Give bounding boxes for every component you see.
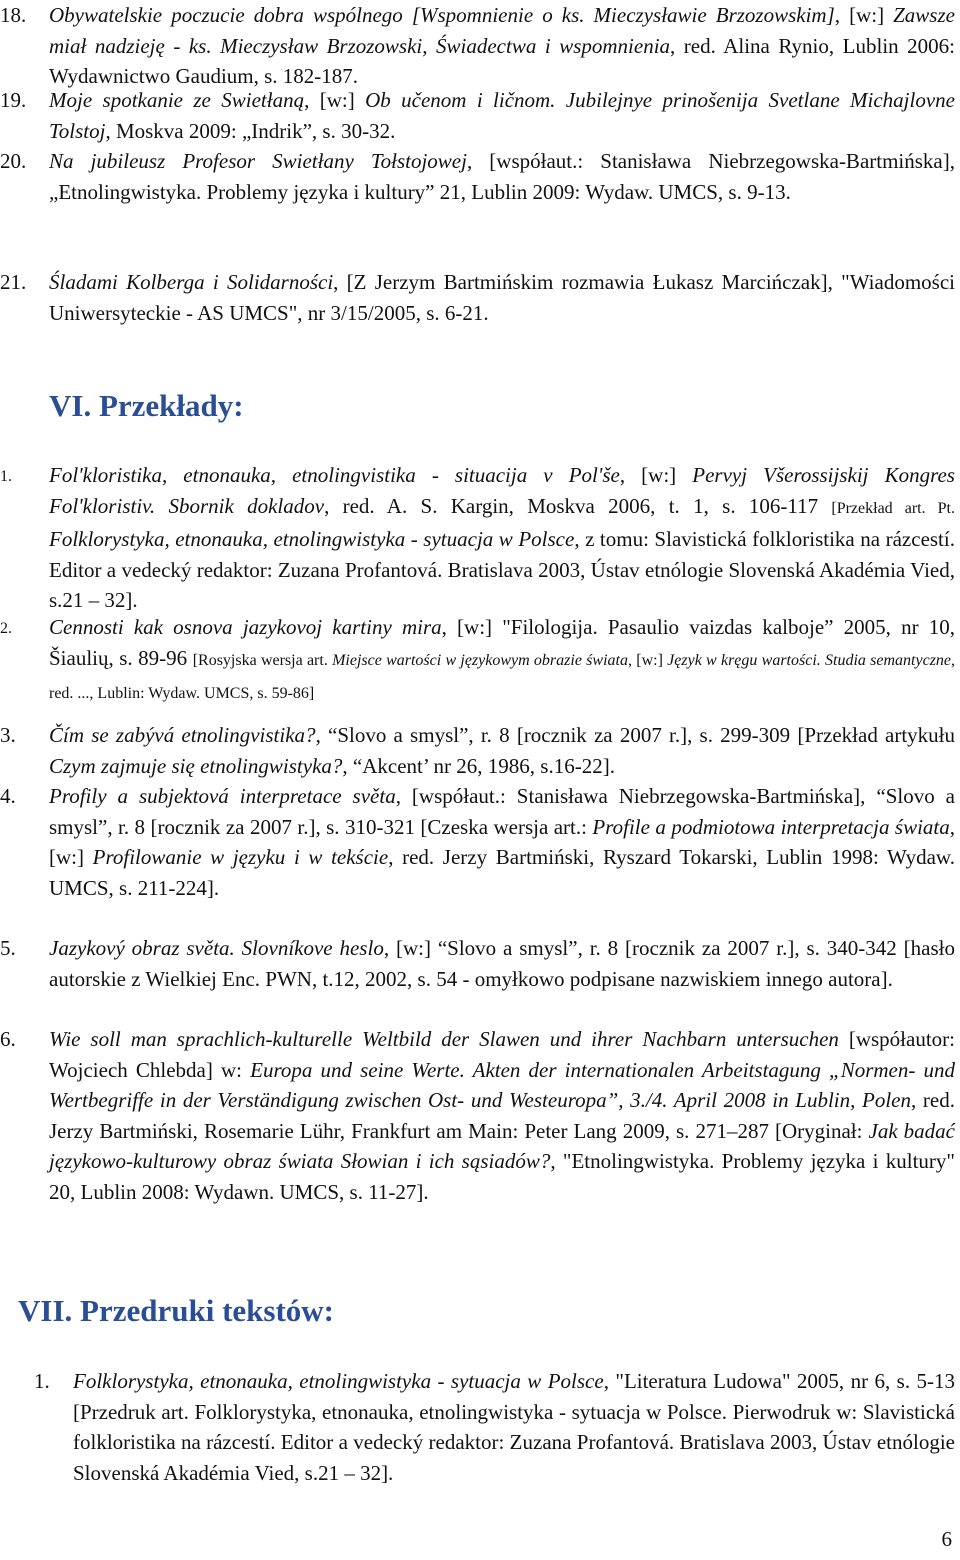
item-text: Obywatelskie poczucie dobra wspólnego [Wspomnienie o ks. Mieczysławie Brzozowskim], [w:] Zawsze miał nadzieję - ks. Mieczysław Brzozowski, Świadectwa i wspomnienia, red. Alina Rynio, Lublin 2006: Wydawnictwo Gaudium, s. 182-187. [49,3,955,88]
list-item [0,720,955,781]
item-number: 1. [34,1369,50,1393]
item-text: Folklorystyka, etnonauka, etnolingwistyka - sytuacja w Polsce, "Literatura Ludowa" 2005, nr 6, s. 5-13 [Przedruk art. Folklorystyka, etnonauka, etnolingwistyka - sytuacja w Polsce. Pierwodruk w: Slavistická folkloristika na rázcestí. Editor a vedecký redaktor: Zuzana Profantová. Bratislava 2003, Ústav etnólogie Slovenská Akadémia Vied, s.21 – 32]. [73,1369,955,1485]
list-item [0,85,955,146]
list-item [0,146,955,207]
list-item [0,0,955,92]
page-number: 6 [941,1527,952,1551]
list-item [0,267,955,328]
section-heading-translations: VI. Przekłady: [49,388,244,423]
item-text: Śladami Kolberga i Solidarności, [Z Jerzym Bartmińskim rozmawia Łukasz Marcińczak], "Wiadomości Uniwersyteckie - AS UMCS", nr 3/15/2005, s. 6-21. [49,270,955,325]
item-text: Wie soll man sprachlich-kulturelle Weltbild der Slawen und ihrer Nachbarn untersuchen [współautor: Wojciech Chlebda] w: Europa und seine Werte. Akten der internationalen Arbeitstagung „Normen- und Wertbegriffe in der Verständigung zwischen Ost- und Westeuropa”, 3./4. April 2008 in Lublin, Polen, red. Jerzy Bartmiński, Rosemarie Lühr, Frankfurt am Main: Peter Lang 2009, s. 271–287 [Oryginał: Jak badać językowo-kulturowy obraz świata Słowian i ich sąsiadów?, "Etnolingwistyka. Problemy języka i kultury" 20, Lublin 2008: Wydawn. UMCS, s. 11-27]. [49,1027,956,1204]
item-text: Jazykový obraz světa. Slovníkove heslo, [w:] “Slovo a smysl”, r. 8 [rocznik za 2007 r.], s. 340-342 [hasło autorskie z Wielkiej Enc. PWN, t.12, 2002, s. 54 - omyłkowo podpisane nazwiskiem innego autora]. [49,936,955,991]
list-item [0,1366,955,1488]
item-text: Cennosti kak osnova jazykovoj kartiny mira, [w:] "Filologija. Pasaulio vaizdas kalboje” 2005, nr 10, Šiaulių, s. 89-96 [Rosyjska wersja art. Miejsce wartości w językowym obrazie świata, [w:] Język w kręgu wartości. Studia semantyczne, red. ..., Lublin: Wydaw. UMCS, s. 59-86] [49,615,956,702]
item-number: 18. [0,3,27,27]
item-text: Moje spotkanie ze Swietłaną, [w:] Ob učenom i ličnom. Jubilejnye prinošenija Svetlane Michajlovne Tolstoj, Moskva 2009: „Indrik”, s. 30-32. [49,88,955,143]
item-number: 19. [0,88,27,112]
list-item [0,933,955,994]
list-item [0,1024,955,1207]
section-heading-reprints: VII. Przedruki tekstów: [18,1293,334,1328]
item-number: 21. [0,270,27,294]
item-number: 3. [0,723,16,747]
item-number: 1. [0,468,12,485]
item-text: Profily a subjektová interpretace světa, [współaut.: Stanisława Niebrzegowska-Bartmińska], “Slovo a smysl”, r. 8 [rocznik za 2007 r.], s. 310-321 [Czeska wersja art.: Profile a podmiotowa interpretacja świata, [w:] Profilowanie w języku i w tekście, red. Jerzy Bartmiński, Ryszard Tokarski, Lublin 1998: Wydaw. UMCS, s. 211-224]. [49,784,955,900]
item-number: 2. [0,620,12,637]
list-item [0,612,955,710]
item-number: 5. [0,936,16,960]
item-text: Na jubileusz Profesor Swietłany Tołstojowej, [współaut.: Stanisława Niebrzegowska-Bartmińska], „Etnolingwistyka. Problemy języka i kultury” 21, Lublin 2009: Wydaw. UMCS, s. 9-13. [49,149,955,204]
list-item [0,781,955,903]
item-number: 4. [0,784,16,808]
list-item [0,460,955,616]
item-text: Čím se zabývá etnolingvistika?, “Slovo a smysl”, r. 8 [rocznik za 2007 r.], s. 299-309 [Przekład artykułu Czym zajmuje się etnolingwistyka?, “Akcent’ nr 26, 1986, s.16-22]. [49,723,955,778]
item-number: 6. [0,1027,16,1051]
item-text: Fol'kloristika, etnonauka, etnolingvistika - situacija v Pol'še, [w:] Pervyj Všerossijskij Kongres Fol'kloristiv. Sbornik dokladov, red. A. S. Kargin, Moskva 2006, t. 1, s. 106-117 [Przekład art. Pt. Folklorystyka, etnonauka, etnolingwistyka - sytuacja w Polsce, z tomu: Slavistická folkloristika na rázcestí. Editor a vedecký redaktor: Zuzana Profantová. Bratislava 2003, Ústav etnólogie Slovenská Akadémia Vied, s.21 – 32]. [49,463,955,612]
item-number: 20. [0,149,27,173]
